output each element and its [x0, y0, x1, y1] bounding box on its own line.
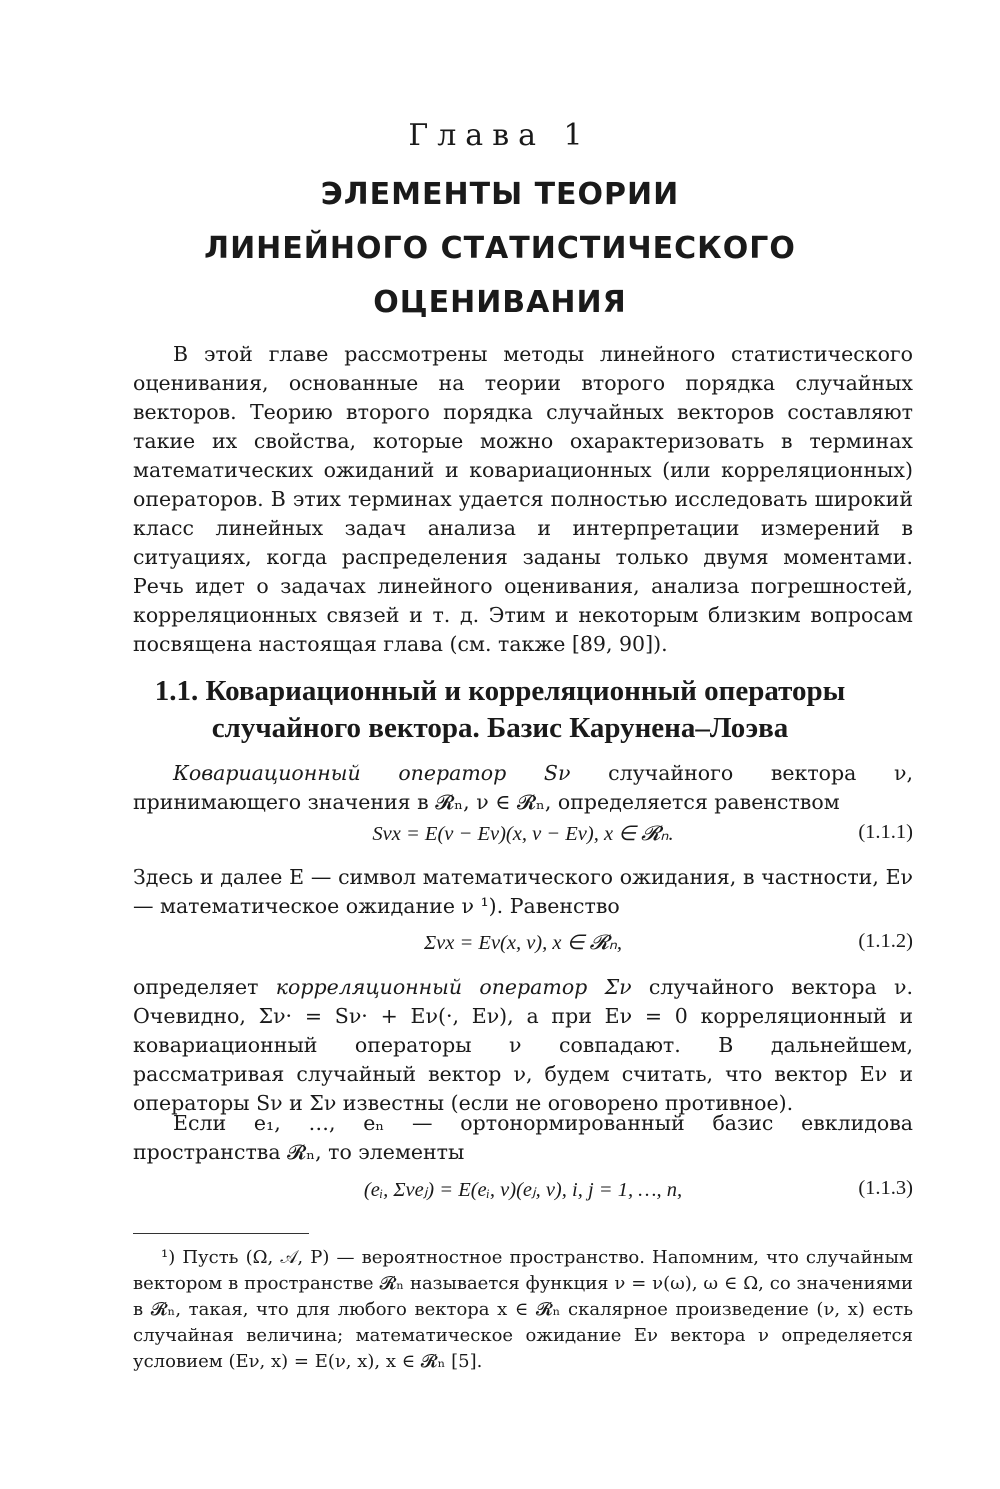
- paragraph-lead: определяет: [133, 975, 276, 999]
- section-title: [0, 673, 1000, 747]
- footnote-divider: [133, 1233, 309, 1234]
- equation-formula: Σνx = Eν(x, ν), x ∈ 𝓡ₙ,: [423, 932, 623, 954]
- paragraph-text: случайного вектора ν, принимающего значения в 𝓡ₙ, ν ∈ 𝓡ₙ, определяется равенством: [133, 761, 913, 814]
- equation-number: (1.1.3): [858, 1177, 913, 1199]
- chapter-title: [0, 168, 1000, 330]
- equation-1-1-3: [133, 1177, 913, 1209]
- paragraph-covariance: [133, 759, 913, 817]
- equation-number: (1.1.2): [858, 930, 913, 952]
- paragraph-text: Здесь и далее E — символ математического ожидания, в частности, Eν — математическое ожидание ν ¹). Равенство: [133, 865, 913, 918]
- footnote: ¹) Пусть (Ω, 𝒜, P) — вероятностное пространство. Напомним, что случайным вектором в пространстве 𝓡ₙ называется функция ν = ν(ω), ω ∈ Ω, со значениями в 𝓡ₙ, такая, что для любого вектора x ∈ 𝓡ₙ скалярное произведение (ν, x) есть случайная величина; математическое ожидание Eν вектора ν определяется условием (Eν, x) = E(ν, x), x ∈ 𝓡ₙ [5].: [133, 1247, 913, 1372]
- equation-1-1-1: [133, 821, 913, 853]
- chapter-intro-paragraph: [133, 340, 913, 659]
- paragraph-expectation: [133, 863, 913, 921]
- section-title-line: 1.1. Ковариационный и корреляционный операторы: [154, 675, 846, 707]
- term-correlation-operator: корреляционный оператор Σν: [275, 975, 632, 999]
- term-covariance-operator: Ковариационный оператор Sν: [173, 761, 571, 785]
- chapter-title-line: ЛИНЕЙНОГО СТАТИСТИЧЕСКОГО: [204, 231, 796, 266]
- paragraph-text: случайного вектора ν. Очевидно, Σν· = Sν· + Eν(·, Eν), а при Eν = 0 корреляционный и ковариационный операторы ν совпадают. В дальнейшем, рассматривая случайный вектор ν, будем считать, что вектор Eν и операторы Sν и Σν известны (если не оговорено противное).: [133, 975, 913, 1115]
- equation-number: (1.1.1): [858, 821, 913, 843]
- section-title-line: случайного вектора. Базис Карунена–Лоэва: [211, 712, 789, 744]
- paragraph-basis: [133, 1109, 913, 1167]
- chapter-title-line: ЭЛЕМЕНТЫ ТЕОРИИ: [320, 177, 680, 212]
- chapter-title-line: ОЦЕНИВАНИЯ: [373, 285, 627, 320]
- equation-1-1-2: [133, 930, 913, 962]
- equation-formula: Sνx = E(ν − Eν)(x, ν − Eν), x ∈ 𝓡ₙ.: [372, 823, 674, 845]
- paragraph-text: Если e₁, …, eₙ — ортонормированный базис евклидова пространства 𝓡ₙ, то элементы: [133, 1111, 913, 1164]
- intro-text: В этой главе рассмотрены методы линейного статистического оценивания, основанные на теории второго порядка случайных векторов. Теорию второго порядка случайных векторов составляют такие их свойства, которые можно охарактеризовать в терминах математических ожиданий и ковариационных (или корреляционных) операторов. В этих терминах удается полностью исследовать широкий класс линейных задач анализа и интерпретации измерений в ситуациях, когда распределения заданы только двумя моментами. Речь идет о задачах линейного оценивания, анализа погрешностей, корреляционных связей и т. д. Этим и некоторым близким вопросам посвящена настоящая глава (см. также [89, 90]).: [133, 342, 913, 656]
- paragraph-correlation: [133, 973, 913, 1118]
- chapter-label: Глава 1: [408, 118, 592, 153]
- equation-formula: (eᵢ, Σνeⱼ) = E(eᵢ, ν)(eⱼ, ν), i, j = 1, …, n,: [363, 1179, 683, 1201]
